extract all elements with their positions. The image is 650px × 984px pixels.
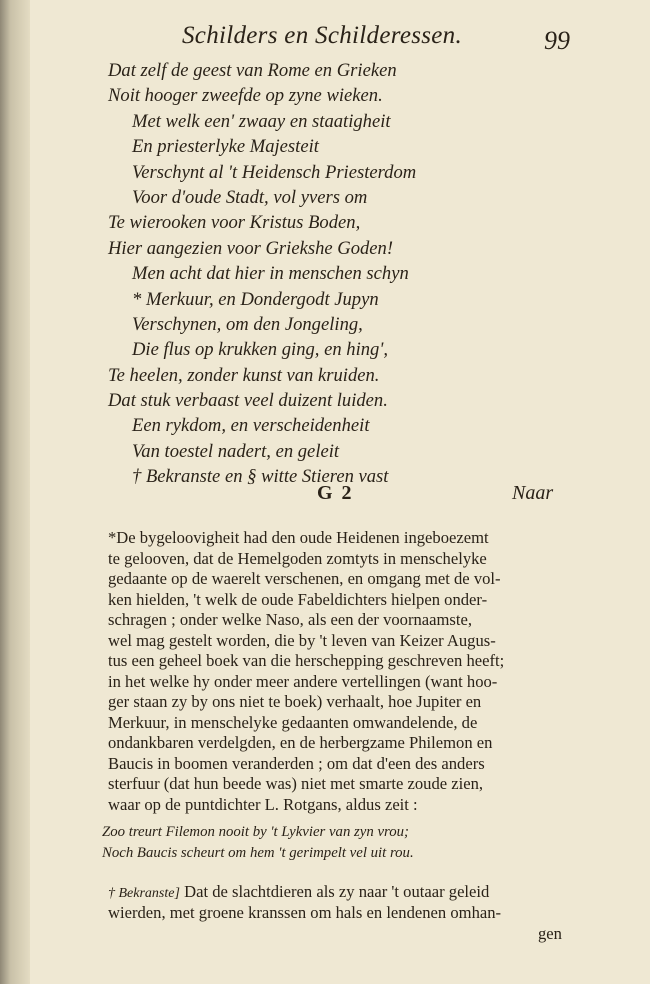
footnote-line: ondankbaren verdelgden, en de herbergzame Philemon en — [108, 733, 493, 752]
poem-line: Noit hooger zweefde op zyne wieken. — [108, 85, 383, 107]
footnote-line: *De bygeloovigheit had den oude Heidenen ingeboezemt — [108, 528, 489, 547]
catchword: Naar — [512, 482, 554, 504]
poem-line: Een rykdom, en verscheidenheit — [132, 415, 370, 437]
footnote2-text: Dat de slachtdieren als zy naar 't outaar geleid — [184, 882, 490, 901]
footnote-line: sterfuur (dat hun beede was) niet met smarte zoude zien, — [108, 774, 484, 793]
signature-mark: G 2 — [317, 482, 354, 504]
poem-line: Dat zelf de geest van Rome en Grieken — [108, 60, 397, 81]
footnote-line: te gelooven, dat de Hemelgoden zomtyts in menschelyke — [108, 548, 487, 568]
poem-line: Met welk een' zwaay en staatigheit — [132, 110, 391, 132]
footnote — [108, 528, 566, 815]
quote-line: Zoo treurt Filemon nooit by 't Lykvier van zyn vrou; — [102, 824, 409, 840]
poem-line: Van toestel nadert, en geleit — [132, 440, 340, 462]
quote-line: Noch Baucis scheurt om hem 't gerimpelt vel uit rou. — [102, 845, 414, 861]
book-gutter — [0, 0, 30, 984]
footnote-line: ken hielden, 't welk de oude Fabeldichters hielpen onder- — [108, 589, 488, 609]
footnote-line: Baucis in boomen veranderden ; om dat d'een des anders — [108, 753, 485, 773]
running-head: Schilders en Schilderessen. — [182, 22, 463, 49]
poem-line: Verschynt al 't Heidensch Priesterdom — [132, 161, 417, 183]
footnote-line: gedaante op de waerelt verschenen, en omgang met de vol- — [108, 569, 501, 588]
footnote-line: Merkuur, in menschelyke gedaanten omwandelende, de — [108, 712, 478, 732]
footnote-lemma: † Bekranste] — [108, 886, 180, 901]
poem — [108, 58, 558, 490]
footnote2-line — [108, 881, 566, 902]
poem-line: Die flus op krukken ging, en hing', — [132, 339, 388, 361]
epigram-quote — [102, 822, 572, 864]
poem-line: Te heelen, zonder kunst van kruiden. — [108, 364, 380, 386]
poem-line: En priesterlyke Majesteit — [132, 136, 319, 158]
poem-line: * Merkuur, en Dondergodt Jupyn — [132, 288, 379, 310]
poem-line: Hier aangezien voor Griekshe Goden! — [108, 237, 394, 259]
poem-line: Voor d'oude Stadt, vol yvers om — [132, 186, 368, 208]
footnote-line: schragen ; onder welke Naso, als een der voornaamste, — [108, 610, 473, 629]
poem-line: Dat stuk verbaast veel duizent luiden. — [108, 390, 388, 412]
footnote2-line: wierden, met groene kranssen om hals en lendenen omhan- — [108, 903, 502, 922]
footnote-line: in het welke hy onder meer andere vertellingen (want hoo- — [108, 671, 498, 691]
footnote-line: ger staan zy by ons niet te boek) verhaalt, hoe Jupiter en — [108, 692, 482, 711]
page-number: 99 — [544, 26, 570, 55]
page-header — [150, 20, 580, 54]
footnote-line: waar op de puntdichter L. Rotgans, aldus zeit : — [108, 794, 418, 814]
poem-line: † Bekranste en § witte Stieren vast — [132, 466, 389, 488]
footnote-line: wel mag gestelt worden, die by 't leven van Keizer Augus- — [108, 630, 496, 650]
poem-line: Verschynen, om den Jongeling, — [132, 313, 363, 335]
footnote-bekranste — [108, 881, 566, 944]
poem-line: Men acht dat hier in menschen schyn — [132, 263, 409, 285]
footnote2-line: gen — [538, 924, 562, 943]
footnote-line: tus een geheel boek van die herschepping geschreven heeft; — [108, 651, 505, 670]
poem-line: Te wierooken voor Kristus Boden, — [108, 212, 361, 234]
